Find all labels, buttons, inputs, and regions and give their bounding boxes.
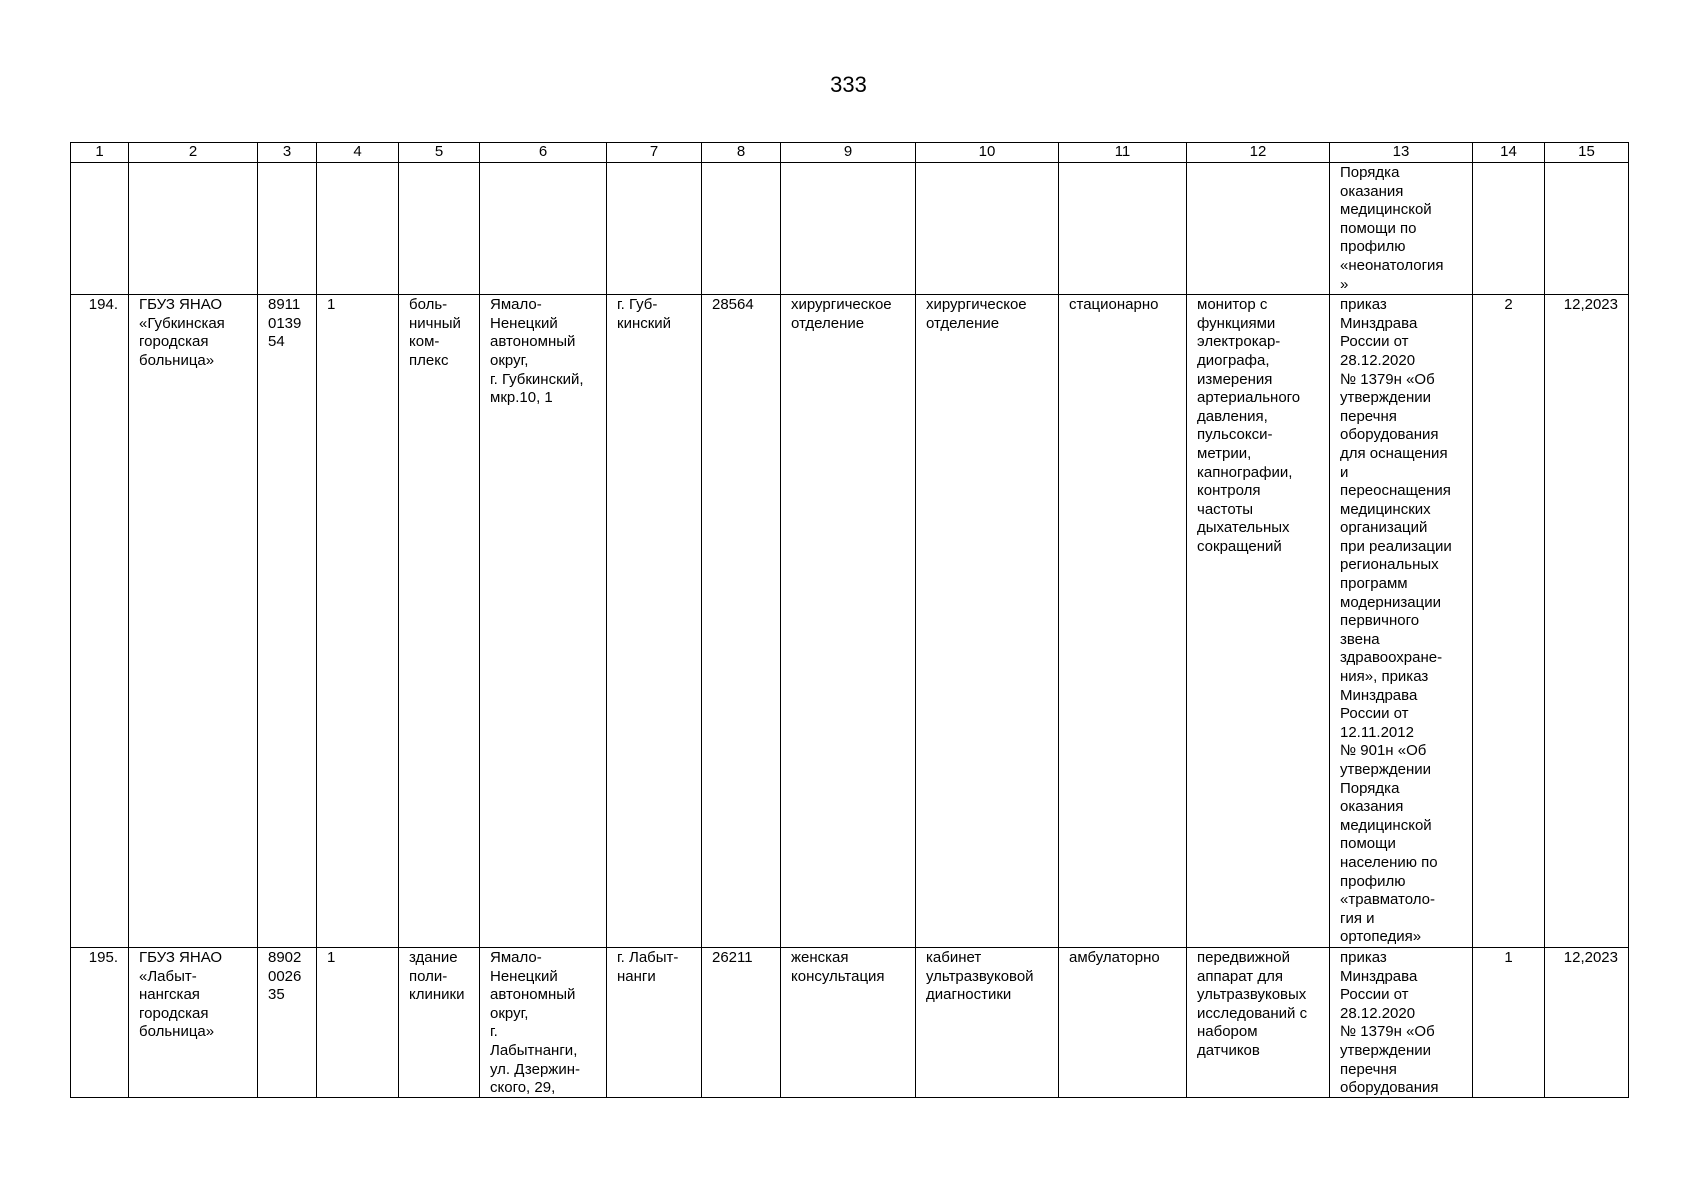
address-cell: Ямало- Ненецкий автономный округ, г. Губкинский, мкр.10, 1 [480, 295, 607, 948]
city-cell: г. Губ- кинский [607, 295, 702, 948]
building-type-cell: боль- ничный ком- плекс [399, 295, 480, 948]
legal-basis-cell: приказ Минздрава России от 28.12.2020 № 1379н «Об утверждении перечня оборудования для оснащения и переоснащения медицинских организаций при реализации региональных программ модернизации первичного звена здравоохране- ния», приказ Минздрава России от 12.11.2012 № 901н «Об утверждении Порядка оказания медицинской помощи населению по профилю «травматоло- гия и ортопедия» [1330, 295, 1473, 948]
equipment-cell: монитор с функциями электрокар- диографа, измерения артериального давления, пульсокси- метрии, капнографии, контроля частоты дыхательных сокращений [1187, 295, 1330, 948]
legal-basis-cell: Порядка оказания медицинской помощи по профилю «неонатология » [1330, 163, 1473, 295]
organization-cell: ГБУЗ ЯНАО «Лабыт- нангская городская больница» [129, 947, 258, 1097]
table-row-continuation [71, 163, 1629, 295]
column-header: 11 [1059, 143, 1187, 163]
row-number-cell: 195. [71, 947, 129, 1097]
care-form-cell: амбулаторно [1059, 947, 1187, 1097]
city-cell: г. Лабыт- нанги [607, 947, 702, 1097]
date-cell: 12,2023 [1545, 947, 1629, 1097]
table-cell: 1 [317, 947, 399, 1097]
code-cell: 28564 [702, 295, 781, 948]
table-cell [702, 163, 781, 295]
organization-cell: ГБУЗ ЯНАО «Губкинская городская больница» [129, 295, 258, 948]
legal-basis-cell: приказ Минздрава России от 28.12.2020 № 1379н «Об утверждении перечня оборудования [1330, 947, 1473, 1097]
column-header: 14 [1473, 143, 1545, 163]
column-header: 15 [1545, 143, 1629, 163]
department-cell: хирургическое отделение [781, 295, 916, 948]
column-header: 7 [607, 143, 702, 163]
equipment-cell: передвижной аппарат для ультразвуковых исследований с набором датчиков [1187, 947, 1330, 1097]
column-header: 2 [129, 143, 258, 163]
table-cell [258, 163, 317, 295]
department-cell: женская консультация [781, 947, 916, 1097]
code-cell: 26211 [702, 947, 781, 1097]
data-table [70, 142, 1629, 1098]
column-header: 6 [480, 143, 607, 163]
table-row [71, 295, 1629, 948]
date-cell: 12,2023 [1545, 295, 1629, 948]
quantity-cell: 2 [1473, 295, 1545, 948]
address-cell: Ямало- Ненецкий автономный округ, г. Лабытнанги, ул. Дзержин- ского, 29, [480, 947, 607, 1097]
inn-cell: 8911 0139 54 [258, 295, 317, 948]
table-cell [607, 163, 702, 295]
table-cell [480, 163, 607, 295]
column-header: 9 [781, 143, 916, 163]
table-row [71, 947, 1629, 1097]
building-type-cell: здание поли- клиники [399, 947, 480, 1097]
column-header: 4 [317, 143, 399, 163]
row-number-cell: 194. [71, 295, 129, 948]
column-header: 3 [258, 143, 317, 163]
table-cell [916, 163, 1059, 295]
inn-cell: 8902 0026 35 [258, 947, 317, 1097]
column-header: 12 [1187, 143, 1330, 163]
column-header: 1 [71, 143, 129, 163]
table-cell [71, 163, 129, 295]
table-cell [1473, 163, 1545, 295]
table-cell [399, 163, 480, 295]
column-header: 8 [702, 143, 781, 163]
table-cell: 1 [317, 295, 399, 948]
page-number: 333 [830, 72, 867, 97]
table-cell [129, 163, 258, 295]
unit-cell: хирургическое отделение [916, 295, 1059, 948]
table-cell [1187, 163, 1330, 295]
table-cell [1545, 163, 1629, 295]
table-cell [781, 163, 916, 295]
column-header: 5 [399, 143, 480, 163]
table-cell [317, 163, 399, 295]
care-form-cell: стационарно [1059, 295, 1187, 948]
column-header: 10 [916, 143, 1059, 163]
unit-cell: кабинет ультразвуковой диагностики [916, 947, 1059, 1097]
table-cell [1059, 163, 1187, 295]
column-header: 13 [1330, 143, 1473, 163]
quantity-cell: 1 [1473, 947, 1545, 1097]
column-number-header-row [71, 143, 1629, 163]
